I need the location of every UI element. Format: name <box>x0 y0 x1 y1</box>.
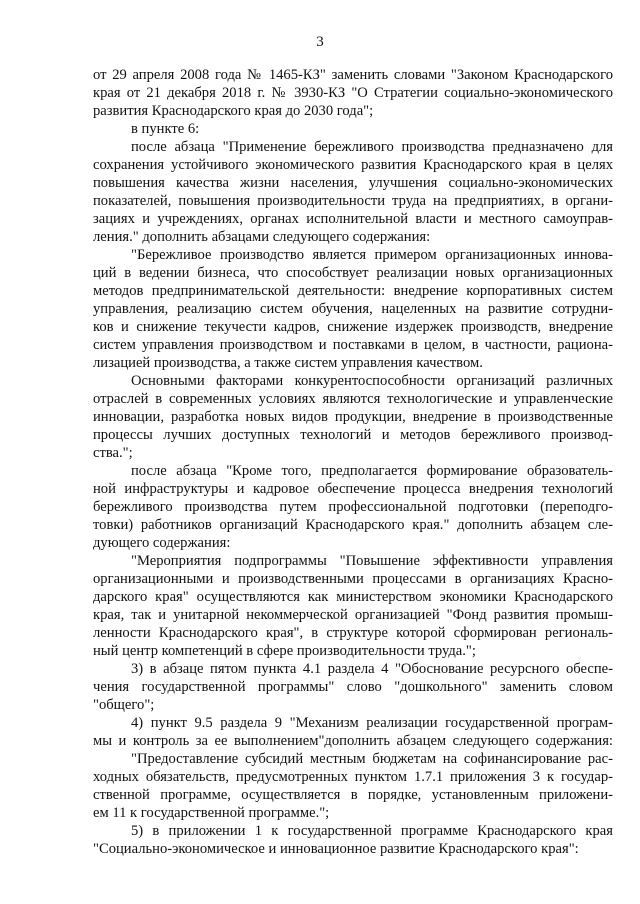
text-line: 3) в абзаце пятом пункта 4.1 раздела 4 "Обоснование ресурсного обеспе- <box>131 661 613 677</box>
text-line: ления." дополнить абзацами следующего содержания: <box>93 229 431 245</box>
text-line: 4) пункт 9.5 раздела 9 "Механизм реализации государственной програм- <box>131 715 613 731</box>
text-line: ем 11 к государственной программе."; <box>93 805 330 821</box>
text-line: "общего"; <box>93 697 155 713</box>
text-line: "Мероприятия подпрограммы "Повышение эффективности управления <box>131 553 613 569</box>
text-line: от 29 апреля 2008 года № 1465-КЗ" заменить словами "Законом Краснодарского <box>93 67 613 83</box>
text-line: ный центр компетенций в сфере производительности труда."; <box>93 643 476 659</box>
text-line: организационными и производственными процессами в организациях Красно- <box>93 571 613 587</box>
text-line: ций в ведении бизнеса, что способствует реализации новых организационных <box>93 265 613 281</box>
text-line: сохранения устойчивого экономического развития Краснодарского края в целях <box>93 157 613 173</box>
text-line: чения государственной программы" слово "дошкольного" заменить словом <box>93 679 613 695</box>
text-line: систем управления производством и поставками в целом, в частности, рациона- <box>93 337 613 353</box>
text-line: "Предоставление субсидий местным бюджетам на софинансирование рас- <box>131 751 613 767</box>
text-line: дарского края" осуществляются как министерством экономики Краснодарского <box>93 589 613 605</box>
text-line: Основными факторами конкурентоспособности организаций различных <box>131 373 613 389</box>
text-line: ленности Краснодарского края", в структуре которой сформирован региональ- <box>93 625 613 641</box>
text-line: после абзаца "Применение бережливого производства предназначено для <box>131 139 613 155</box>
text-line: края от 21 декабря 2018 г. № 3930-КЗ "О Стратегии социально-экономического <box>93 85 613 101</box>
text-line: развития Краснодарского края до 2030 года"; <box>93 103 374 119</box>
text-line: "Социально-экономическое и инновационное развитие Краснодарского края": <box>93 841 579 857</box>
text-line: мы и контроль за ее выполнением"дополнить абзацем следующего содержания: <box>93 733 613 749</box>
text-line: управления, реализацию систем обучения, нацеленных на развитие сотрудни- <box>93 301 613 317</box>
text-line: повышения качества жизни населения, улучшения социально-экономических <box>93 175 613 191</box>
text-line: "Бережливое производство является примером организационных иннова- <box>131 247 613 263</box>
text-line: показателей, повышения производительности труда на предприятиях, в органи- <box>93 193 613 209</box>
page-number: 3 <box>316 34 324 50</box>
text-line: ства."; <box>93 445 133 461</box>
text-line: бережливого производства путем профессиональной подготовки (переподго- <box>93 499 613 515</box>
text-line: после абзаца "Кроме того, предполагается формирование образователь- <box>131 463 613 479</box>
text-line: ков и снижение текучести кадров, снижение издержек производств, внедрение <box>93 319 613 335</box>
text-line: края, так и унитарной некоммерческой организацией "Фонд развития промыш- <box>93 607 613 623</box>
document-body <box>93 66 613 858</box>
text-line: отраслей в современных условиях являются технологические и управленческие <box>93 391 613 407</box>
text-line: ственной программе, осуществляется в порядке, установленным приложени- <box>93 787 613 803</box>
text-line: ходных обязательств, предусмотренных пунктом 1.7.1 приложения 3 к государ- <box>93 769 613 785</box>
text-line: ной инфраструктуры и кадровое обеспечение процесса внедрения технологий <box>93 481 613 497</box>
text-line: товки) работников организаций Краснодарского края." дополнить абзацем сле- <box>93 517 613 533</box>
text-line: процессы лучших доступных технологий и методов бережливого производ- <box>93 427 613 443</box>
text-line: 5) в приложении 1 к государственной программе Краснодарского края <box>131 823 613 839</box>
text-line: методов предпринимательской деятельности: внедрение корпоративных систем <box>93 283 613 299</box>
text-line: зациях и учреждениях, органах исполнительной власти и местного самоуправ- <box>93 211 613 227</box>
text-line: лизацией производства, а также систем управления качеством. <box>93 355 483 371</box>
text-line: инновации, разработка новых видов продукции, внедрение в производственные <box>93 409 613 425</box>
text-line: в пункте 6: <box>131 121 200 137</box>
text-line: дующего содержания: <box>93 535 231 551</box>
